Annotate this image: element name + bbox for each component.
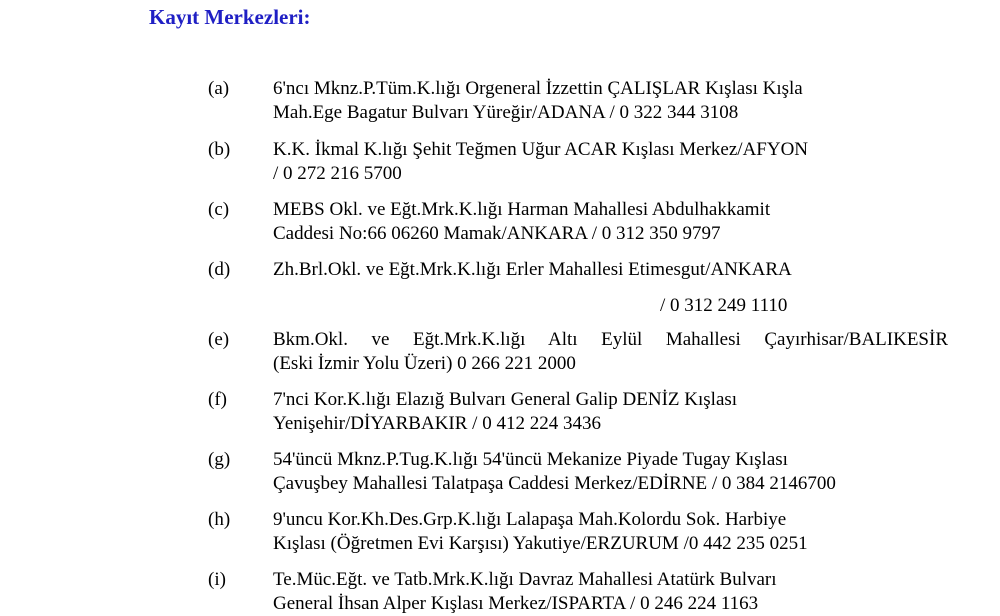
item-line-2: (Eski İzmir Yolu Üzeri) 0 266 221 2000 [273,353,576,374]
item-label: (b) [208,139,231,160]
item-line-1: 6'ncı Mknz.P.Tüm.K.lığı Orgeneral İzzettin ÇALIŞLAR Kışlası Kışla [273,78,803,99]
item-line-2: Çavuşbey Mahallesi Talatpaşa Caddesi Merkez/EDİRNE / 0 384 2146700 [273,473,836,494]
item-line-2: Caddesi No:66 06260 Mamak/ANKARA / 0 312 350 9797 [273,223,721,244]
item-line-2: / 0 312 249 1110 [660,295,788,316]
item-text [273,77,948,125]
item-label: (h) [208,509,231,530]
item-line-1: Bkm.Okl. ve Eğt.Mrk.K.lığı Altı Eylül Mahallesi Çayırhisar/BALIKESİR [273,329,948,350]
item-line-1: K.K. İkmal K.lığı Şehit Teğmen Uğur ACAR Kışlası Merkez/AFYON [273,139,809,160]
item-text [273,388,948,436]
item-label: (c) [208,199,230,220]
item-text [273,138,948,186]
item-line-2: / 0 272 216 5700 [273,163,402,184]
item-text [273,328,948,376]
item-text [273,198,948,246]
item-line-2: Yenişehir/DİYARBAKIR / 0 412 224 3436 [273,413,601,434]
item-text [273,508,948,556]
item-line-1: 54'üncü Mknz.P.Tug.K.lığı 54'üncü Mekanize Piyade Tugay Kışlası [273,449,788,470]
item-line-1: 9'uncu Kor.Kh.Des.Grp.K.lığı Lalapaşa Mah.Kolordu Sok. Harbiye [273,509,787,530]
item-text [273,258,948,318]
item-line-1: Te.Müc.Eğt. ve Tatb.Mrk.K.lığı Davraz Mahallesi Atatürk Bulvarı [273,569,777,590]
item-line-2: General İhsan Alper Kışlası Merkez/ISPARTA / 0 246 224 1163 [273,593,759,614]
item-label: (f) [208,389,227,410]
item-label: (a) [208,78,230,99]
item-label: (i) [208,569,226,590]
item-line-2: Mah.Ege Bagatur Bulvarı Yüreğir/ADANA / 0 322 344 3108 [273,102,739,123]
item-line-2: Kışlası (Öğretmen Evi Karşısı) Yakutiye/ERZURUM /0 442 235 0251 [273,533,808,554]
item-label: (g) [208,449,231,470]
item-label: (e) [208,329,230,350]
item-line-1: 7'nci Kor.K.lığı Elazığ Bulvarı General Galip DENİZ Kışlası [273,389,738,410]
item-label: (d) [208,259,231,280]
item-line-1: MEBS Okl. ve Eğt.Mrk.K.lığı Harman Mahallesi Abdulhakkamit [273,199,771,220]
item-line-1: Zh.Brl.Okl. ve Eğt.Mrk.K.lığı Erler Mahallesi Etimesgut/ANKARA [273,259,792,280]
item-text [273,568,948,616]
item-text [273,448,948,496]
section-heading: Kayıt Merkezleri: [149,5,311,29]
